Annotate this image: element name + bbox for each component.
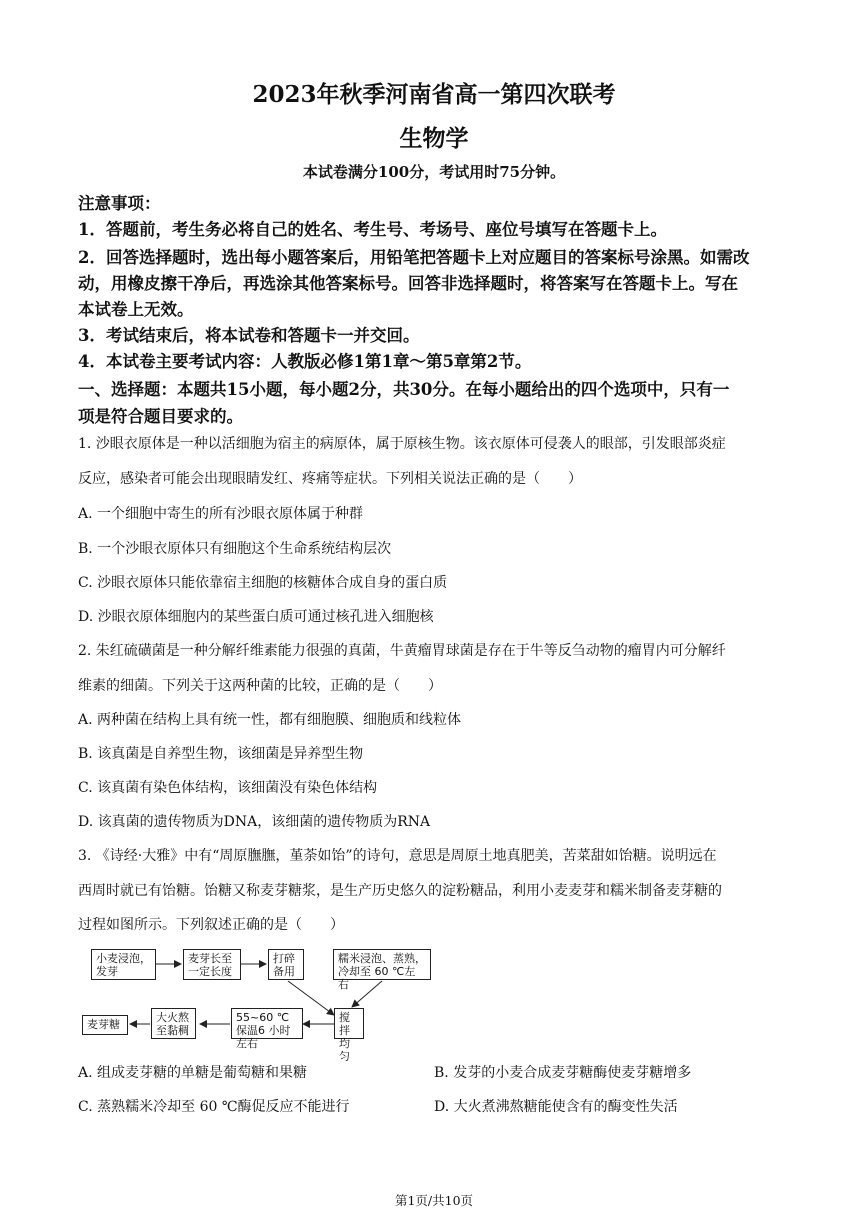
q1-option-a: A. 一个细胞中寄生的所有沙眼衣原体属于种群 (78, 506, 364, 522)
q1-option-d: D. 沙眼衣原体细胞内的某些蛋白质可通过核孔进入细胞核 (78, 609, 434, 625)
q1-option-b: B. 一个沙眼衣原体只有细胞这个生命系统结构层次 (78, 541, 392, 557)
q1-stem-2: 反应，感染者可能会出现眼睛发红、疼痛等症状。下列相关说法正确的是（ ） (78, 471, 582, 487)
note-1: 1．答题前，考生务必将自己的姓名、考生号、考场号、座位号填写在答题卡上。 (78, 220, 667, 239)
flow-step-crush: 打碎备用 (268, 949, 304, 980)
flow-step-sprout-grow: 麦芽长至一定长度 (183, 949, 241, 980)
flow-step-soak-wheat: 小麦浸泡，发芽 (91, 949, 156, 980)
exam-title: 2023年秋季河南省高一第四次联考 (252, 81, 616, 108)
q2-option-b: B. 该真菌是自养型生物，该细菌是异养型生物 (78, 746, 364, 762)
section-heading-2: 项是符合题目要求的。 (78, 407, 243, 426)
q2-option-d: D. 该真菌的遗传物质为DNA，该细菌的遗传物质为RNA (78, 814, 431, 830)
exam-info: 本试卷满分100分，考试用时75分钟。 (302, 163, 566, 181)
arrow-b4-b5 (352, 981, 382, 1007)
flow-step-boil: 大火熬至黏稠 (151, 1008, 196, 1039)
page-number: 第1页/共10页 (394, 1193, 474, 1208)
q1-stem-1: 1. 沙眼衣原体是一种以活细胞为宿主的病原体，属于原核生物。该衣原体可侵袭人的眼部，引发眼部炎症 (78, 436, 726, 452)
flow-step-incubate: 55~60 ℃保温6 小时左右 (231, 1008, 303, 1039)
subject-title: 生物学 (399, 125, 469, 152)
q3-option-a: A. 组成麦芽糖的单糖是葡萄糖和果糖 (78, 1065, 308, 1081)
q2-stem-1: 2. 朱红硫磺菌是一种分解纤维素能力很强的真菌，牛黄瘤胃球菌是存在于牛等反刍动物的瘤胃内可分解纤 (78, 643, 726, 659)
note-4: 4．本试卷主要考试内容：人教版必修1第1章～第5章第2节。 (78, 352, 532, 371)
q3-stem-2: 西周时就已有饴糖。饴糖又称麦芽糖浆，是生产历史悠久的淀粉糖品，利用小麦麦芽和糯米制备麦芽糖的 (78, 883, 722, 899)
q3-stem-1: 3. 《诗经·大雅》中有“周原膴膴，堇荼如饴”的诗句，意思是周原土地真肥美，苦菜甜如饴糖。说明远在 (78, 848, 717, 864)
flow-step-steam-rice: 糯米浸泡、蒸熟，冷却至 60 ℃左右 (333, 949, 431, 980)
q2-stem-2: 维素的细菌。下列关于这两种菌的比较，正确的是（ ） (78, 678, 442, 694)
note-2b: 动，用橡皮擦干净后，再选涂其他答案标号。回答非选择题时，将答案写在答题卡上。写在 (78, 274, 738, 293)
section-heading-1: 一、选择题：本题共15小题，每小题2分，共30分。在每小题给出的四个选项中，只有一 (78, 380, 730, 399)
note-2c: 本试卷上无效。 (78, 300, 194, 319)
q3-stem-3: 过程如图所示。下列叙述正确的是（ ） (78, 917, 344, 933)
notes-heading: 注意事项： (78, 194, 161, 213)
q1-option-c: C. 沙眼衣原体只能依靠宿主细胞的核糖体合成自身的蛋白质 (78, 575, 448, 591)
q2-option-c: C. 该真菌有染色体结构，该细菌没有染色体结构 (78, 780, 378, 796)
flow-step-stir: 搅拌均匀 (334, 1008, 364, 1039)
note-2a: 2．回答选择题时，选出每小题答案后，用铅笔把答题卡上对应题目的答案标号涂黑。如需改 (78, 248, 750, 267)
q3-option-d: D. 大火煮沸熬糖能使含有的酶变性失活 (434, 1099, 678, 1115)
q2-option-a: A. 两种菌在结构上具有统一性，都有细胞膜、细胞质和线粒体 (78, 712, 462, 728)
q3-option-b: B. 发芽的小麦合成麦芽糖酶使麦芽糖增多 (434, 1065, 692, 1081)
q3-option-c: C. 蒸熟糯米冷却至 60 ℃酶促反应不能进行 (78, 1099, 350, 1115)
note-3: 3．考试结束后，将本试卷和答题卡一并交回。 (78, 326, 420, 345)
flow-step-maltose: 麦芽糖 (82, 1015, 128, 1035)
